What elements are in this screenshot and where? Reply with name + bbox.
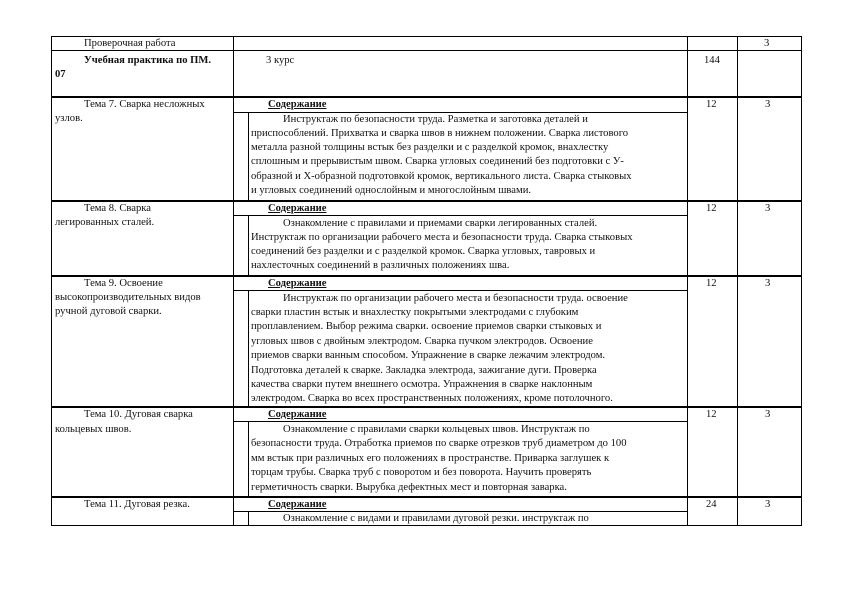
content-line: сварки пластин встык и внахлестку покрытыми электродами с глубоким	[251, 307, 579, 318]
topic-hours: 12	[706, 203, 717, 214]
topic-title: узлов.	[55, 113, 83, 124]
content-line: проплавлением. Выбор режима сварки. освоение приемов сварки стыковых и	[251, 321, 602, 332]
content-line: мм встык при различных его положениях в пространстве. Приварка заглушек к	[251, 453, 610, 464]
content-line: соединений без разделки и с разделкой кромок. Сварка угловых, тавровых и	[251, 246, 596, 257]
content-line: Подготовка деталей к сварке. Закладка электрода, зажигание дуги. Проверка	[251, 365, 597, 376]
topic-level: 3	[765, 278, 771, 289]
content-line: металла разной толщины встык без разделки и с разделкой кромок, внахлестку	[251, 142, 609, 153]
content-line: нахлесточных соединений в различных положениях шва.	[251, 260, 510, 271]
content-line: приемов сварки ванным способом. Упражнение в сварке лежачим электродом.	[251, 350, 606, 361]
content-line: Инструктаж по безопасности труда. Разметка и заготовка деталей и	[283, 114, 588, 125]
topic-level: 3	[765, 203, 771, 214]
content-line: Ознакомление с правилами и приемами сварки легированных сталей.	[283, 218, 598, 229]
topic-title: Тема 11. Дуговая резка.	[84, 499, 190, 510]
content-heading: Содержание	[268, 409, 327, 420]
topic-hours: 12	[706, 99, 717, 110]
content-heading: Содержание	[268, 99, 327, 110]
practice-course: 3 курс	[266, 55, 295, 66]
content-line: безопасности труда. Отработка приемов по сварке отрезков труб диаметром до 100	[251, 438, 627, 449]
content-line: Инструктаж по организации рабочего места и безопасности труда. Сварка стыковых	[251, 232, 633, 243]
topic-level: 3	[765, 409, 771, 420]
practice-hours: 144	[704, 55, 720, 66]
content-line: образной и Х-образной подготовкой кромок, вертикального листа. Сварка стыковых	[251, 171, 632, 182]
topic-title: Тема 8. Сварка	[84, 203, 151, 214]
content-heading: Содержание	[268, 499, 327, 510]
content-heading: Содержание	[268, 203, 327, 214]
content-line: электродом. Сварка во всех пространственных положениях, кроме потолочного.	[251, 393, 613, 404]
topic-title: Тема 9. Освоение	[84, 278, 163, 289]
content-line: приспособлений. Прихватка и сварка швов в нижнем положении. Сварка листового	[251, 128, 629, 139]
content-line: Ознакомление с видами и правилами дуговой резки. инструктаж по	[283, 513, 589, 524]
practice-title: Учебная практика по ПМ.	[84, 55, 212, 66]
verification-work-label: Проверочная работа	[84, 38, 176, 49]
topic-title: ручной дуговой сварки.	[55, 306, 162, 317]
topic-title: легированных сталей.	[55, 217, 155, 228]
topic-hours: 12	[706, 409, 717, 420]
content-line: торцам трубы. Сварка труб с поворотом и без поворота. Научить проверять	[251, 467, 592, 478]
topic-title: высокопроизводительных видов	[55, 292, 201, 303]
content-line: Ознакомление с правилами сварки кольцевых швов. Инструктаж по	[283, 424, 590, 435]
topic-title: кольцевых швов.	[55, 424, 132, 435]
topic-hours: 24	[706, 499, 717, 510]
topic-hours: 12	[706, 278, 717, 289]
topic-level: 3	[765, 99, 771, 110]
topic-title: Тема 10. Дуговая сварка	[84, 409, 193, 420]
content-line: качества сварки путем внешнего осмотра. Упражнения в сварке наклонным	[251, 379, 593, 390]
topic-level: 3	[765, 499, 771, 510]
content-line: и угловых соединений однослойным и многослойным швами.	[251, 185, 532, 196]
content-line: сплошным и прерывистым швом. Сварка угловых соединений без подготовки с У-	[251, 156, 624, 167]
content-heading: Содержание	[268, 278, 327, 289]
content-line: угловых швов с двойным электродом. Сварка пучком электродов. Освоение	[251, 336, 593, 347]
content-line: Инструктаж по организации рабочего места и безопасности труда. освоение	[283, 293, 628, 304]
practice-title-code: 07	[55, 69, 66, 80]
content-line: герметичность сварки. Вырубка дефектных мест и повторная заварка.	[251, 482, 567, 493]
verification-work-level: 3	[764, 38, 770, 49]
topic-title: Тема 7. Сварка несложных	[84, 99, 205, 110]
